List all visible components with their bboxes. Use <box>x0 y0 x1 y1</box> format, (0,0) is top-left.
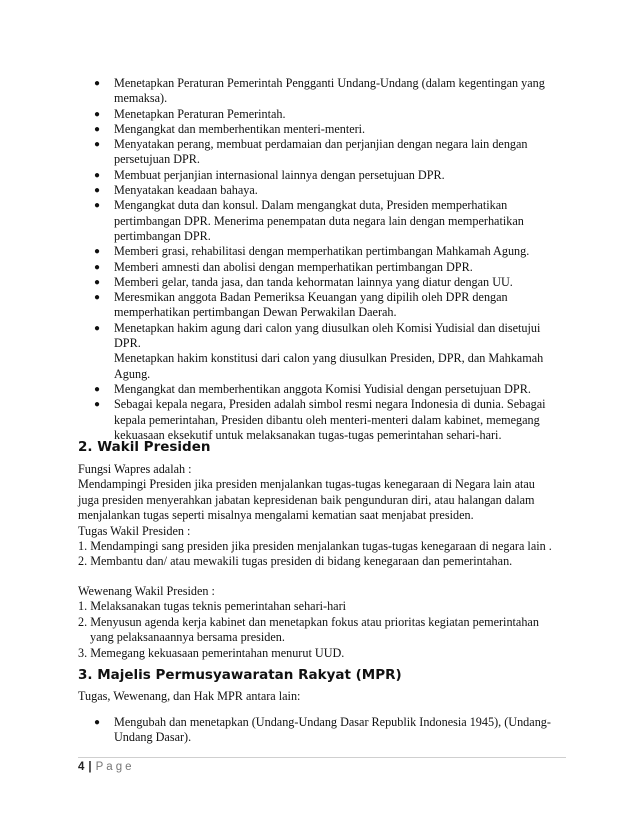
bullet-line: Menetapkan Peraturan Pemerintah Pengganti Undang-Undang (dalam kegentingan yang <box>114 76 545 90</box>
wewenang-item: 3. Memegang kekuasaan pemerintahan menurut UUD. <box>78 645 345 660</box>
bullet-line: Menyatakan keadaan bahaya. <box>114 183 258 198</box>
wewenang-title: Wewenang Wakil Presiden : <box>78 584 215 598</box>
bullet-item <box>92 76 562 107</box>
presiden-wewenang-list <box>92 76 562 443</box>
bullet-line: Menetapkan Peraturan Pemerintah. <box>114 106 286 121</box>
wapres-wewenang-paragraph <box>78 584 578 661</box>
bullet-line: pertimbangan DPR. <box>114 228 211 243</box>
section-heading-wakil-presiden: 2. Wakil Presiden <box>78 439 211 455</box>
bullet-dot-icon: ● <box>94 292 101 304</box>
fungsi-line: 2. Membantu dan/ atau mewakili tugas presiden di bidang kenegaraan dan pemerintahan. <box>78 554 513 569</box>
bullet-line: Mengangkat duta dan konsul. Dalam mengangkat duta, Presiden memperhatikan <box>114 198 508 213</box>
footer-separator: | <box>88 761 92 773</box>
fungsi-line: juga presiden menyerahkan jabatan kepresidenan baik pengunduran diri, atau halangan dalam <box>78 492 535 507</box>
bullet-dot-icon: ● <box>94 383 101 395</box>
bullet-dot-icon: ● <box>94 276 101 288</box>
bullet-item <box>92 275 562 290</box>
wewenang-item: 2. Menyusun agenda kerja kabinet dan menetapkan fokus atau prioritas kegiatan pemerintahan <box>78 614 539 629</box>
bullet-dot-icon: ● <box>94 322 101 334</box>
bullet-line: Mengangkat dan memberhentikan menteri-menteri. <box>114 121 366 136</box>
fungsi-line: menjalankan tugas seperti misalnya mengalami kematian saat menjabat presiden. <box>78 508 474 523</box>
bullet-line: Menetapkan hakim agung dari calon yang diusulkan oleh Komisi Yudisial dan disetujui <box>114 320 541 335</box>
bullet-line: Membuat perjanjian internasional lainnya dengan persetujuan DPR. <box>114 167 445 182</box>
wewenang-item: 1. Melaksanakan tugas teknis pemerintahan sehari-hari <box>78 599 347 614</box>
bullet-dot-icon: ● <box>94 717 101 728</box>
bullet-item <box>92 321 562 382</box>
bullet-line: Undang Dasar). <box>114 730 192 745</box>
mpr-intro <box>78 689 578 704</box>
footer-divider <box>78 757 566 758</box>
bullet-line: Meresmikan anggota Badan Pemeriksa Keuangan yang dipilih oleh DPR dengan <box>114 290 508 305</box>
bullet-dot-icon: ● <box>94 185 101 197</box>
bullet-item <box>92 107 562 122</box>
bullet-item <box>92 137 562 168</box>
mpr-intro-text: Tugas, Wewenang, dan Hak MPR antara lain: <box>78 689 301 703</box>
section-heading-mpr: 3. Majelis Permusyawaratan Rakyat (MPR) <box>78 667 402 683</box>
bullet-line: Memberi amnesti dan abolisi dengan memperhatikan pertimbangan DPR. <box>114 259 473 274</box>
fungsi-line: Fungsi Wapres adalah : <box>78 462 192 476</box>
bullet-line: Mengangkat dan memberhentikan anggota Komisi Yudisial dengan persetujuan DPR. <box>114 381 531 396</box>
bullet-item <box>92 382 562 397</box>
bullet-dot-icon: ● <box>94 399 101 411</box>
bullet-line: Agung. <box>114 366 151 381</box>
bullet-item <box>92 290 562 321</box>
bullet-dot-icon: ● <box>94 169 101 181</box>
bullet-line: Menetapkan hakim konstitusi dari calon yang diusulkan Presiden, DPR, dan Mahkamah <box>114 351 544 366</box>
page-footer <box>78 761 134 773</box>
bullet-item <box>92 715 562 746</box>
fungsi-line: 1. Mendampingi sang presiden jika presiden menjalankan tugas-tugas kenegaraan di negara lain . <box>78 539 552 554</box>
bullet-item <box>92 260 562 275</box>
bullet-line: Menyatakan perang, membuat perdamaian dan perjanjian dengan negara lain dengan <box>114 137 528 152</box>
fungsi-line: Tugas Wakil Presiden : <box>78 523 191 538</box>
bullet-line: Memberi gelar, tanda jasa, dan tanda kehormatan lainnya yang diatur dengan UU. <box>114 274 513 289</box>
bullet-dot-icon: ● <box>94 139 101 151</box>
bullet-line: memperhatikan pertimbangan Dewan Perwakilan Daerah. <box>114 305 397 320</box>
bullet-dot-icon: ● <box>94 200 101 212</box>
bullet-line: kekuasaan eksekutif untuk melaksanakan tugas-tugas pemerintahan sehari-hari. <box>114 427 502 442</box>
bullet-item <box>92 183 562 198</box>
mpr-tugas-list <box>92 715 562 746</box>
bullet-item <box>92 122 562 137</box>
bullet-dot-icon: ● <box>94 261 101 273</box>
bullet-line: DPR. <box>114 336 141 351</box>
bullet-item <box>92 168 562 183</box>
bullet-item <box>92 397 562 443</box>
bullet-line: pertimbangan DPR. Menerima penempatan duta negara lain dengan memperhatikan <box>114 213 524 228</box>
page-word: Page <box>95 761 135 773</box>
bullet-item <box>92 244 562 259</box>
page-number: 4 <box>78 761 85 773</box>
wewenang-item: yang pelaksanaannya bersama presiden. <box>90 630 285 645</box>
bullet-dot-icon: ● <box>94 78 101 89</box>
bullet-line: memaksa). <box>114 91 168 106</box>
bullet-line: persetujuan DPR. <box>114 152 200 167</box>
wapres-fungsi-paragraph <box>78 462 578 570</box>
bullet-item <box>92 198 562 244</box>
bullet-line: Sebagai kepala negara, Presiden adalah simbol resmi negara Indonesia di dunia. Sebagai <box>114 397 546 412</box>
bullet-dot-icon: ● <box>94 123 101 135</box>
bullet-line: Mengubah dan menetapkan (Undang-Undang Dasar Republik Indonesia 1945), (Undang- <box>114 715 551 729</box>
bullet-dot-icon: ● <box>94 108 101 120</box>
fungsi-line: Mendampingi Presiden jika presiden menjalankan tugas-tugas kenegaraan di Negara lain atau <box>78 477 535 492</box>
bullet-dot-icon: ● <box>94 246 101 258</box>
bullet-line: kepala pemerintahan, Presiden dibantu oleh menteri-menteri dalam kabinet, memegang <box>114 412 540 427</box>
bullet-line: Memberi grasi, rehabilitasi dengan memperhatikan pertimbangan Mahkamah Agung. <box>114 244 530 259</box>
